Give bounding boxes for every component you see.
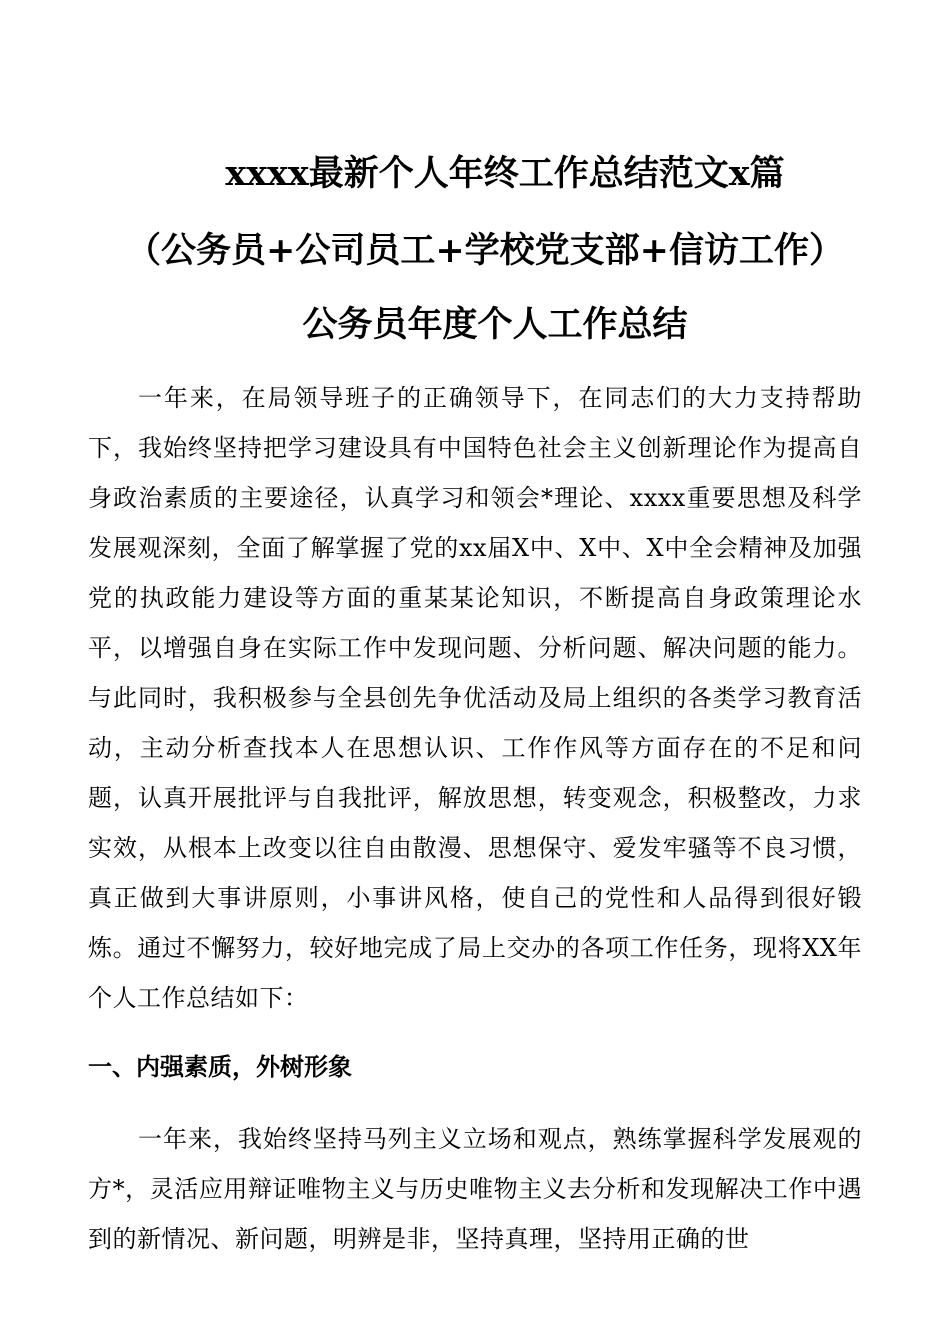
section-title: 公务员年度个人工作总结 xyxy=(302,304,688,345)
body-paragraph-section1: 一年来，我始终坚持马列主义立场和观点，熟练掌握科学发展观的方*，灵活应用辩证唯物主义与历史唯物主义去分析和发现解决工作中遇到的新情况、新问题，明辨是非，坚持真理，坚持用正确的世 xyxy=(88,1125,862,1253)
body-paragraph-intro: 一年来，在局领导班子的正确领导下，在同志们的大力支持帮助下，我始终坚持把学习建设具有中国特色社会主义创新理论作为提高自身政治素质的主要途径，认真学习和领会*理论、xxxx重要思想及科学发展观深刻，全面了解掌握了党的xx届X中、X中、X中全会精神及加强党的执政能力建设等方面的重某某论知识，不断提高自身政策理论水平，以增强自身在实际工作中发现问题、分析问题、解决问题的能力。与此同时，我积极参与全县创先争优活动及局上组织的各类学习教育活动，主动分析查找本人在思想认识、工作作风等方面存在的不足和问题，认真开展批评与自我批评，解放思想，转变观念，积极整改，力求实效，从根本上改变以往自由散漫、思想保守、爱发牢骚等不良习惯，真正做到大事讲原则，小事讲风格，使自己的党性和人品得到很好锻炼。通过不懈努力，较好地完成了局上交办的各项工作任务，现将XX年个人工作总结如下： xyxy=(88,384,862,1012)
document-subtitle: （公务员+公司员工+学校党支部+信访工作） xyxy=(126,230,844,271)
document-title: xxxx最新个人年终工作总结范文x篇 xyxy=(225,153,785,194)
section-heading-1: 一、内强素质，外树形象 xyxy=(88,1053,352,1081)
